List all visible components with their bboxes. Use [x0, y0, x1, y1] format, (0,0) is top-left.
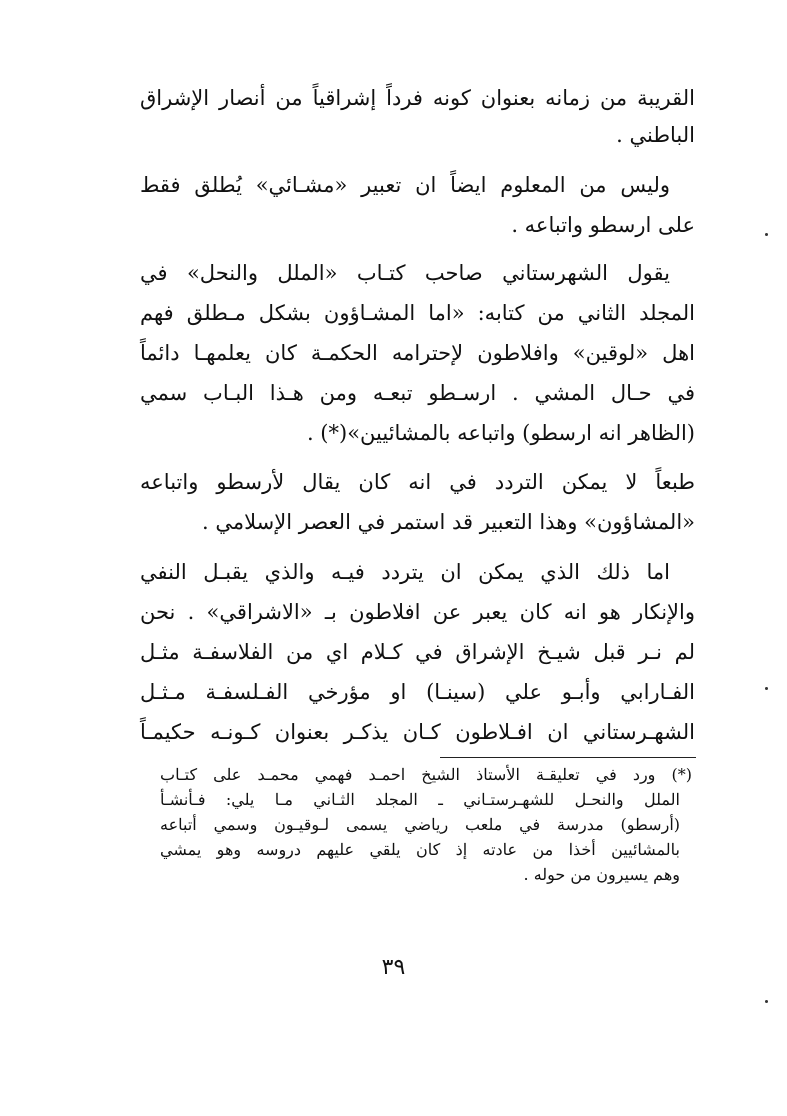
footnote-line: (أرسطو) مدرسة في ملعب رياضي يسمى لـوقيـون وسمي أتباعه	[160, 815, 680, 834]
text-line: وليس من المعلوم ايضاً ان تعبير «مشـائي» يُطلق فقط	[140, 173, 670, 197]
text-line: لم نـر قبل شيـخ الإشراق في كـلام اي من الفلاسفـة مثـل	[140, 640, 695, 664]
text-line: (الظاهر انه ارسطو) واتباعه بالمشائيين»(*) .	[306, 421, 695, 445]
text-line: الفـارابي وأبـو علي (سينـا) او مؤرخي الفـلسفـة مـثـل	[140, 680, 695, 704]
scan-speck	[765, 233, 768, 236]
footnote-line: الملل والنحـل للشهـرستـاني ـ المجلد الثـاني مـا يلي: فـأنشـأ	[160, 790, 680, 809]
text-line: والإنكار هو انه كان يعبر عن افلاطون بـ «الاشراقي» . نحن	[140, 600, 695, 624]
scan-speck	[765, 1000, 768, 1003]
footnote-divider	[440, 757, 696, 758]
footnote-line: وهم يسيرون من حوله .	[523, 865, 680, 884]
text-line: اهل «لوقين» وافلاطون لإحترامه الحكمـة كان يعلمهـا دائماً	[140, 341, 695, 365]
text-line: المجلد الثاني من كتابه: «اما المشـاؤون بشكل مـطلق فهم	[140, 301, 695, 325]
text-line: الباطني .	[616, 123, 695, 147]
page-number: ٣٩	[381, 955, 406, 980]
scan-speck	[765, 687, 768, 690]
text-line: في حـال المشي . ارسـطو تبعـه ومن هـذا البـاب سمي	[140, 381, 695, 405]
text-line: القريبة من زمانه بعنوان كونه فرداً إشراقياً من أنصار الإشراق	[140, 86, 695, 110]
text-line: طبعاً لا يمكن التردد في انه كان يقال لأرسطو واتباعه	[140, 470, 695, 494]
text-line: الشهـرستاني ان افـلاطون كـان يذكـر بعنوان كـونـه حكيمـاً	[140, 720, 695, 744]
footnote-line: بالمشائيين أخذا من عادته إذ كان يلقي عليهم دروسه وهو يمشي	[160, 840, 680, 859]
text-line: يقول الشهرستاني صاحب كتـاب «الملل والنحل» في	[140, 261, 670, 285]
text-line: «المشاؤون» وهذا التعبير قد استمر في العصر الإسلامي .	[202, 510, 695, 534]
footnote-line: (*) ورد في تعليقـة الأستاذ الشيخ احمـد فهمي محمـد على كتـاب	[160, 765, 692, 784]
text-line: على ارسطو واتباعه .	[511, 213, 695, 237]
text-line: اما ذلك الذي يمكن ان يتردد فيـه والذي يقبـل النفي	[140, 560, 670, 584]
